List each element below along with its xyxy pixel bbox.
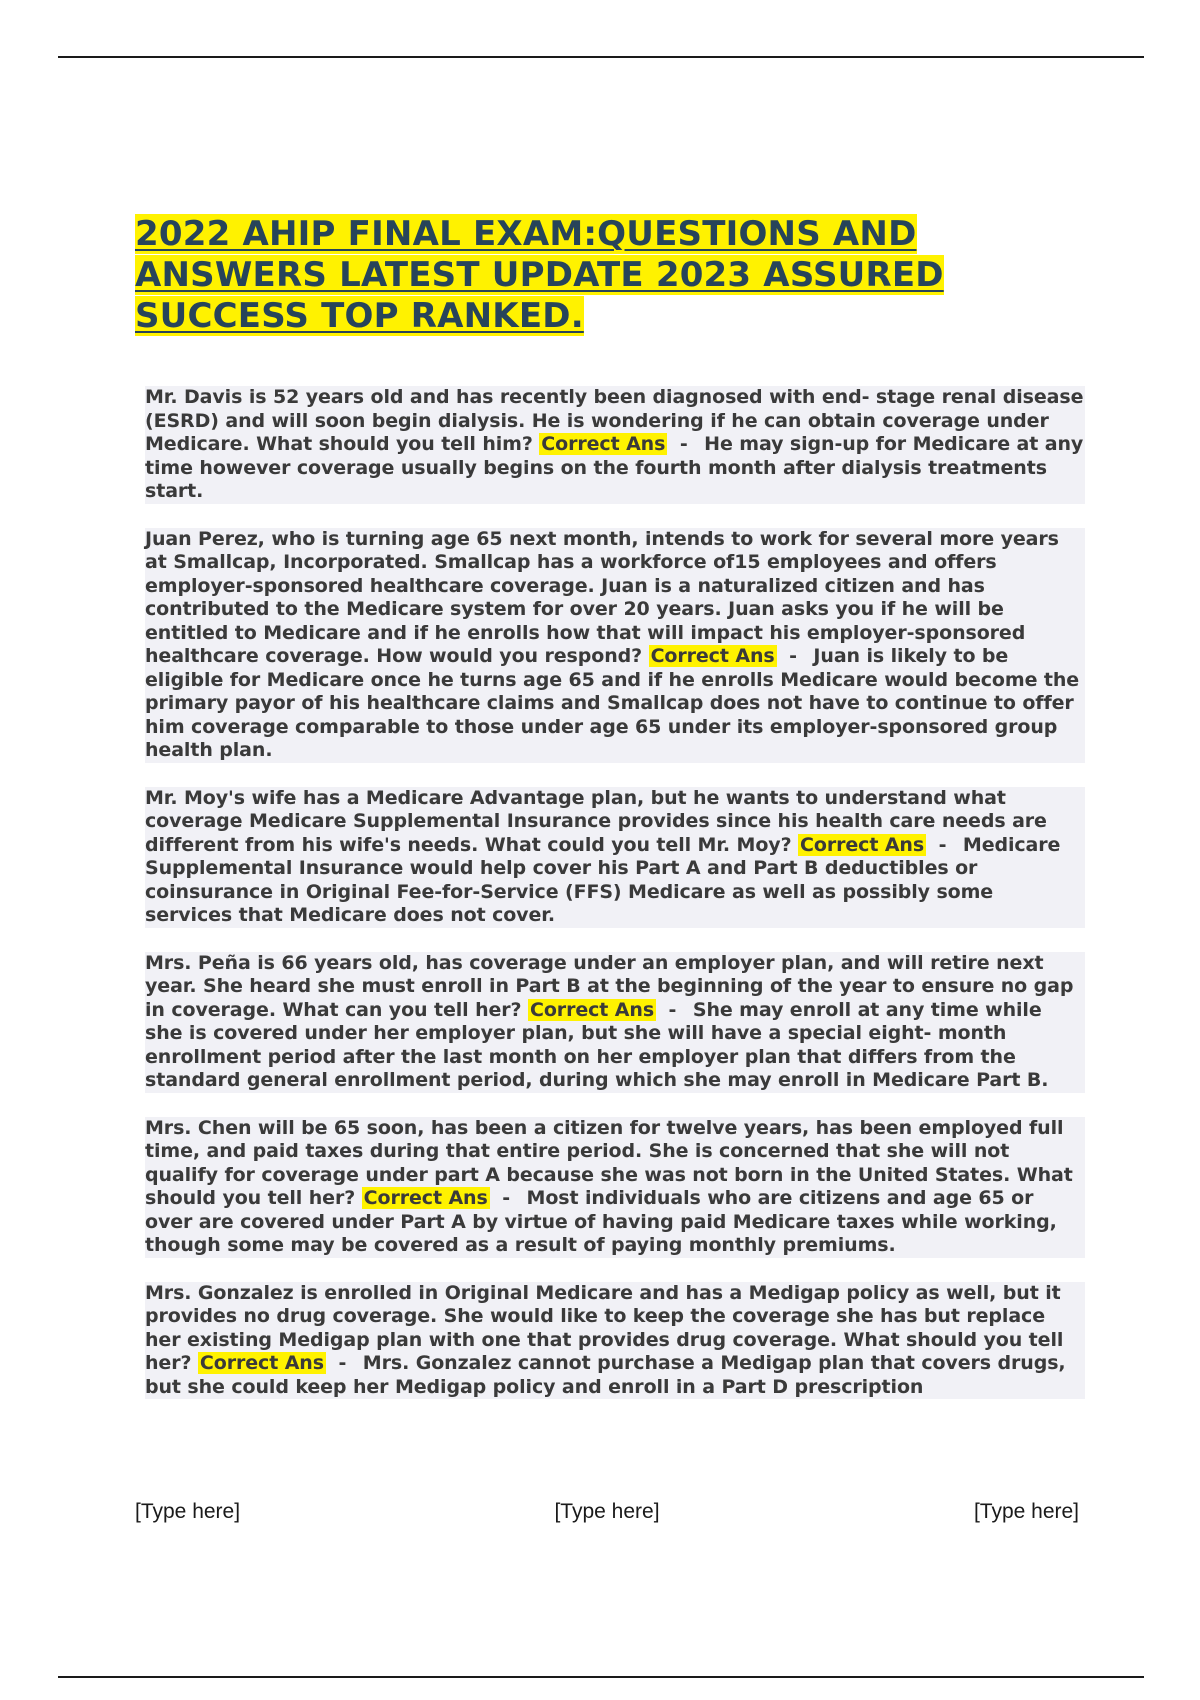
answer-separator: -: [789, 645, 797, 667]
correct-answer-label: Correct Ans: [530, 998, 655, 1021]
answer-text: He may sign-up for Medicare at any time however coverage usually begins on the fourth month after dialysis treatments start.: [145, 433, 1084, 502]
answer-separator: -: [938, 833, 947, 856]
qa-item: [145, 1282, 1085, 1400]
answer-separator: -: [679, 433, 688, 455]
correct-answer-label: Correct Ans: [541, 433, 666, 455]
qa-list: [145, 386, 1085, 1423]
answer-separator: -: [338, 1352, 347, 1374]
answer-separator: -: [668, 998, 677, 1021]
question-text: Mr. Davis is 52 years old and has recently been diagnosed with end- stage renal disease (ESRD) and will soon begin dialysis. He is wondering if he can obtain coverage under Medicare. What should you tell him?: [145, 386, 1084, 455]
question-text: Juan Perez, who is turning age 65 next month, intends to work for several more years at Smallcap, Incorporated. Smallcap has a workforce of15 employees and offers employer-sponsored healthcare coverage. Juan is a naturalized citizen and has contributed to the Medicare system for over 20 years. Juan asks you if he will be entitled to Medicare and if he enrolls how that will impact his employer-sponsored healthcare coverage. How would you respond?: [145, 527, 1059, 667]
correct-answer-label: Correct Ans: [650, 645, 775, 667]
qa-item: [145, 528, 1085, 763]
document-title: [135, 214, 1035, 337]
answer-text: Most individuals who are citizens and age 65 or over are covered under Part A by virtue of having paid Medicare taxes while working, though some may be covered as a result of paying monthly premiums.: [145, 1187, 1057, 1256]
qa-item: [145, 386, 1085, 504]
answer-text: Juan is likely to be eligible for Medicare once he turns age 65 and if he enrolls Medicare would become the primary payor of his healthcare claims and Smallcap does not have to continue to offer him coverage comparable to those under age 65 under its employer-sponsored group health plan.: [145, 645, 1080, 761]
answer-text: Mrs. Gonzalez cannot purchase a Medigap plan that covers drugs, but she could keep her Medigap policy and enroll in a Part D prescription: [145, 1352, 1066, 1398]
header-rule: [58, 56, 1144, 58]
question-text: Mrs. Chen will be 65 soon, has been a citizen for twelve years, has been employed full time, and paid taxes during that entire period. She is concerned that she will not qualify for coverage under part A because she was not born in the United States. What should you tell her?: [145, 1116, 1073, 1209]
footer-center-placeholder: [Type here]: [554, 1500, 660, 1523]
qa-item: [145, 1117, 1085, 1258]
footer-right-placeholder: [Type here]: [973, 1500, 1079, 1523]
question-text: Mr. Moy's wife has a Medicare Advantage plan, but he wants to understand what coverage Medicare Supplemental Insurance provides since his health care needs are different from his wife's needs. What could you tell Mr. Moy?: [145, 786, 1047, 856]
correct-answer-label: Correct Ans: [800, 833, 925, 856]
question-text: Mrs. Peña is 66 years old, has coverage under an employer plan, and will retire next year. She heard she must enroll in Part B at the beginning of the year to ensure no gap in coverage. What can you tell her?: [145, 951, 1074, 1021]
answer-text: Medicare Supplemental Insurance would help cover his Part A and Part B deductibles or coinsurance in Original Fee-for-Service (FFS) Medicare as well as possibly some services that Medicare does not cover.: [145, 833, 1061, 926]
correct-answer-label: Correct Ans: [363, 1187, 488, 1209]
footer-rule: [58, 1676, 1144, 1678]
document-title-text: 2022 AHIP FINAL EXAM:QUESTIONS AND ANSWERS LATEST UPDATE 2023 ASSURED SUCCESS TOP RANKED.: [135, 214, 944, 336]
page-footer: [135, 1500, 1079, 1524]
qa-item: [145, 787, 1085, 928]
answer-separator: -: [502, 1187, 510, 1209]
correct-answer-label: Correct Ans: [199, 1352, 324, 1374]
answer-text: She may enroll at any time while she is covered under her employer plan, but she will have a special eight- month enrollment period after the last month on her employer plan that differs from the standard general enrollment period, during which she may enroll in Medicare Part B.: [145, 998, 1049, 1091]
question-text: Mrs. Gonzalez is enrolled in Original Medicare and has a Medigap policy as well, but it provides no drug coverage. She would like to keep the coverage she has but replace her existing Medigap plan with one that provides drug coverage. What should you tell her?: [145, 1281, 1064, 1374]
qa-item: [145, 952, 1085, 1093]
footer-left-placeholder: [Type here]: [135, 1500, 241, 1523]
